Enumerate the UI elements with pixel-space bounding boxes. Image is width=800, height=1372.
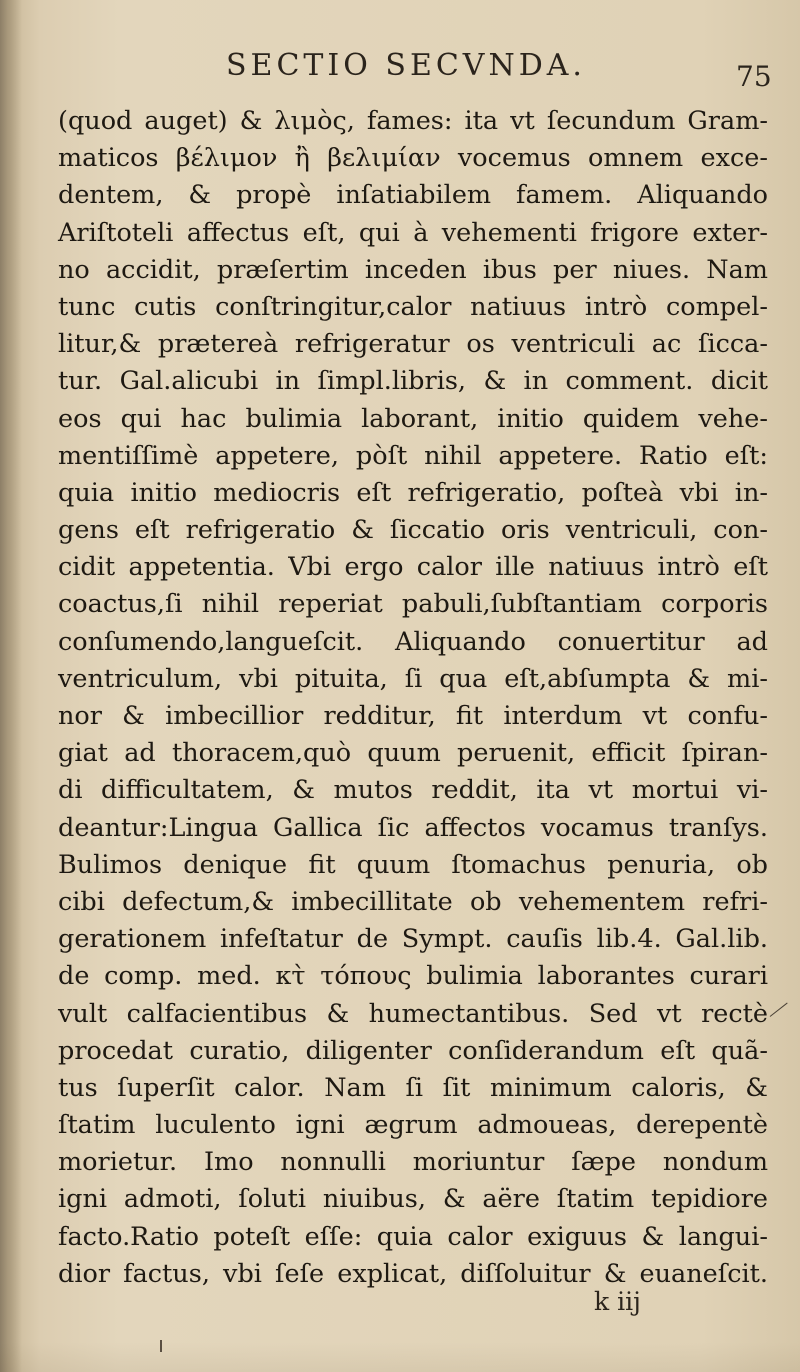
text-line: ventriculum, vbi pituita, ſi qua eſt,abſumpta & mi-	[58, 663, 768, 694]
running-head: SECTIO SECVNDA.	[226, 48, 586, 83]
text-line: nor & imbecillior redditur, fit interdum vt confu-	[58, 701, 768, 731]
catchword-signature: k iij	[594, 1287, 641, 1316]
text-line: tur. Gal.alicubi in ſimpl.libris, & in comment. dicit	[58, 366, 768, 397]
text-line: (quod auget) & λιμὸς, fames: ita vt ſecundum Gram-	[58, 106, 768, 136]
text-line: giat ad thoracem,quò quum peruenit, efficit ſpiran-	[58, 738, 768, 769]
text-line: Ariſtoteli affectus eſt, qui à vehementi frigore exter-	[58, 217, 768, 248]
text-line: coactus,ſi nihil reperiat pabuli,ſubſtantiam corporis	[58, 589, 768, 620]
text-line: no accidit, præſertim inceden ibus per niues. Nam	[58, 254, 768, 285]
text-line: morietur. Imo nonnulli moriuntur ſæpe nondum	[58, 1147, 768, 1178]
text-line: deantur:Lingua Gallica ſic affectos vocamus tranſys.	[58, 812, 768, 843]
text-line: tus ſuperſit calor. Nam ſi ſit minimum caloris, &	[58, 1072, 768, 1103]
text-line: dentem, & propè inſatiabilem famem. Aliquando	[58, 180, 768, 211]
text-line: Bulimos denique fit quum ſtomachus penuria, ob	[58, 849, 768, 880]
page-number: 75	[736, 60, 772, 93]
text-line: tunc cutis conſtringitur,calor natiuus intrò compel-	[58, 291, 768, 322]
margin-mark	[770, 1003, 788, 1017]
text-line: cidit appetentia. Vbi ergo calor ille natiuus intrò eſt	[58, 552, 768, 583]
text-line: eos qui hac bulimia laborant, initio quidem vehe-	[58, 403, 768, 434]
text-line: litur,& prætereà refrigeratur os ventriculi ac ſicca-	[58, 329, 768, 360]
text-line: dior factus, vbi ſeſe explicat, diſſoluitur & euaneſcit.	[58, 1258, 768, 1289]
text-line: di difficultatem, & mutos reddit, ita vt mortui vi-	[58, 775, 768, 806]
page-shadow	[0, 1342, 800, 1372]
text-line: procedat curatio, diligenter conſiderandum eſt quã-	[58, 1035, 768, 1066]
text-line: gerationem infeſtatur de Sympt. cauſis lib.4. Gal.lib.	[58, 924, 768, 955]
text-line: quia initio mediocris eſt refrigeratio, poſteà vbi in-	[58, 477, 768, 508]
text-line: maticos βέλιμον ἢ βελιμίαν vocemus omnem exce-	[58, 143, 768, 174]
text-line: ſtatim luculento igni ægrum admoueas, derepentè	[58, 1110, 768, 1141]
text-line: mentiſſimè appetere, pòſt nihil appetere. Ratio eſt:	[58, 440, 768, 471]
text-line: igni admoti, ſoluti niuibus, & aëre ſtatim tepidiore	[58, 1184, 768, 1215]
text-line: cibi defectum,& imbecillitate ob vehementem refri-	[58, 886, 768, 917]
text-line: gens eſt refrigeratio & ſiccatio oris ventriculi, con-	[58, 515, 768, 546]
binding-gutter	[0, 0, 22, 1372]
text-line: de comp. med. κτ̀ τόπους bulimia laborantes curari	[58, 961, 768, 992]
text-line: facto.Ratio poteſt eſſe: quia calor exiguus & langui-	[58, 1221, 768, 1252]
text-line: conſumendo,langueſcit. Aliquando conuertitur ad	[58, 626, 768, 657]
text-line: vult calfacientibus & humectantibus. Sed vt rectè	[58, 998, 768, 1029]
main-text	[58, 103, 768, 1293]
